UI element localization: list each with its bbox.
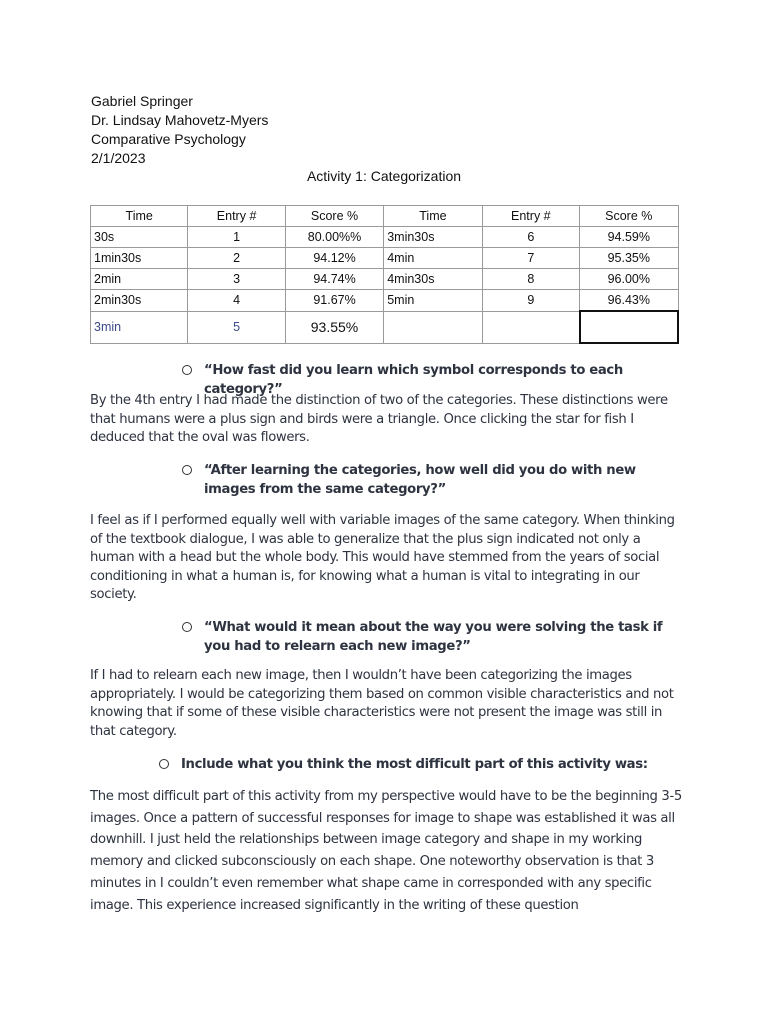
question-text: “What would it mean about the way you were solving the task if you had to relearn each new image?” [204,620,663,654]
question-text: Include what you think the most difficult part of this activity was: [181,757,648,772]
table-cell: 95.35% [580,248,678,269]
document-date: 2/1/2023 [91,150,146,166]
page-title: Activity 1: Categorization [306,168,462,184]
table-cell: 6 [482,227,579,248]
hollow-circle-bullet-icon [182,365,192,375]
table-header-row [91,206,679,227]
question-text: “How fast did you learn which symbol corresponds to each category?” [204,363,623,397]
table-cell: 96.43% [580,290,678,312]
table-cell: 8 [482,269,579,290]
table-cell: 2min [91,269,188,290]
question-2 [204,461,674,499]
table-cell: 9 [482,290,579,312]
header-cell: Entry # [188,206,285,227]
table-cell: 4min [384,248,482,269]
answer-1: By the 4th entry I had made the distinction of two of the categories. These distinctions were that humans were a plus sign and birds were a triangle. Once clicking the star for fish I deduced that the oval was flowers. [90,393,668,445]
header-cell: Time [91,206,188,227]
table-cell: 94.59% [580,227,678,248]
document-header [91,92,268,168]
table-row [91,269,679,290]
table-row [91,311,679,343]
header-cell: Score % [285,206,383,227]
table-row [91,290,679,312]
table-cell: 1 [188,227,285,248]
table-cell: 3min [91,311,188,343]
header-cell: Score % [580,206,678,227]
header-cell: Time [384,206,482,227]
table-cell: 2min30s [91,290,188,312]
table-cell: 93.55% [285,311,383,343]
table-cell [482,311,579,343]
answer-3: If I had to relearn each new image, then I wouldn’t have been categorizing the images appropriately. I would be categorizing them based on common visible characteristics and not knowing that if some of these visible characteristics were not present the image was still in that category. [90,668,674,739]
hollow-circle-bullet-icon [182,622,192,632]
table-cell: 80.00%% [285,227,383,248]
answer-2: I feel as if I performed equally well with variable images of the same category. When thinking of the textbook dialogue, I was able to generalize that the plus sign indicated not only a human with a head but the whole body. This would have stemmed from the years of social conditioning in what a human is, for knowing what a human is vital to integrating in our society. [90,513,675,602]
table-cell: 3 [188,269,285,290]
table-cell: 30s [91,227,188,248]
author-name: Gabriel Springer [91,93,193,109]
table-row [91,227,679,248]
answer-4: The most difficult part of this activity from my perspective would have to be the beginning 3-5 images. Once a pattern of successful responses for image to shape was established it was all downhill. I just held the relationships between image category and shape in my working memory and clicked subconsciously on each shape. One noteworthy observation is that 3 minutes in I couldn’t even remember what shape came in corresponded with any specific image. This experience increased significantly in the writing of these question [90,789,682,913]
table-cell: 96.00% [580,269,678,290]
selected-empty-cell[interactable] [580,311,678,343]
table-cell: 4 [188,290,285,312]
table-cell: 94.12% [285,248,383,269]
question-text: “After learning the categories, how well did you do with new images from the same category?” [204,463,636,497]
question-4 [181,755,681,774]
table-cell: 5min [384,290,482,312]
table-cell: 94.74% [285,269,383,290]
question-3 [204,618,674,656]
table-cell: 5 [188,311,285,343]
table-cell: 7 [482,248,579,269]
table-cell: 1min30s [91,248,188,269]
table-cell [384,311,482,343]
course-name: Comparative Psychology [91,131,246,147]
hollow-circle-bullet-icon [159,759,169,769]
table-cell: 4min30s [384,269,482,290]
table-cell: 91.67% [285,290,383,312]
table-cell: 3min30s [384,227,482,248]
professor-name: Dr. Lindsay Mahovetz-Myers [91,112,269,128]
table-cell: 2 [188,248,285,269]
hollow-circle-bullet-icon [182,465,192,475]
table-row [91,248,679,269]
header-cell: Entry # [482,206,579,227]
results-table [90,205,679,344]
